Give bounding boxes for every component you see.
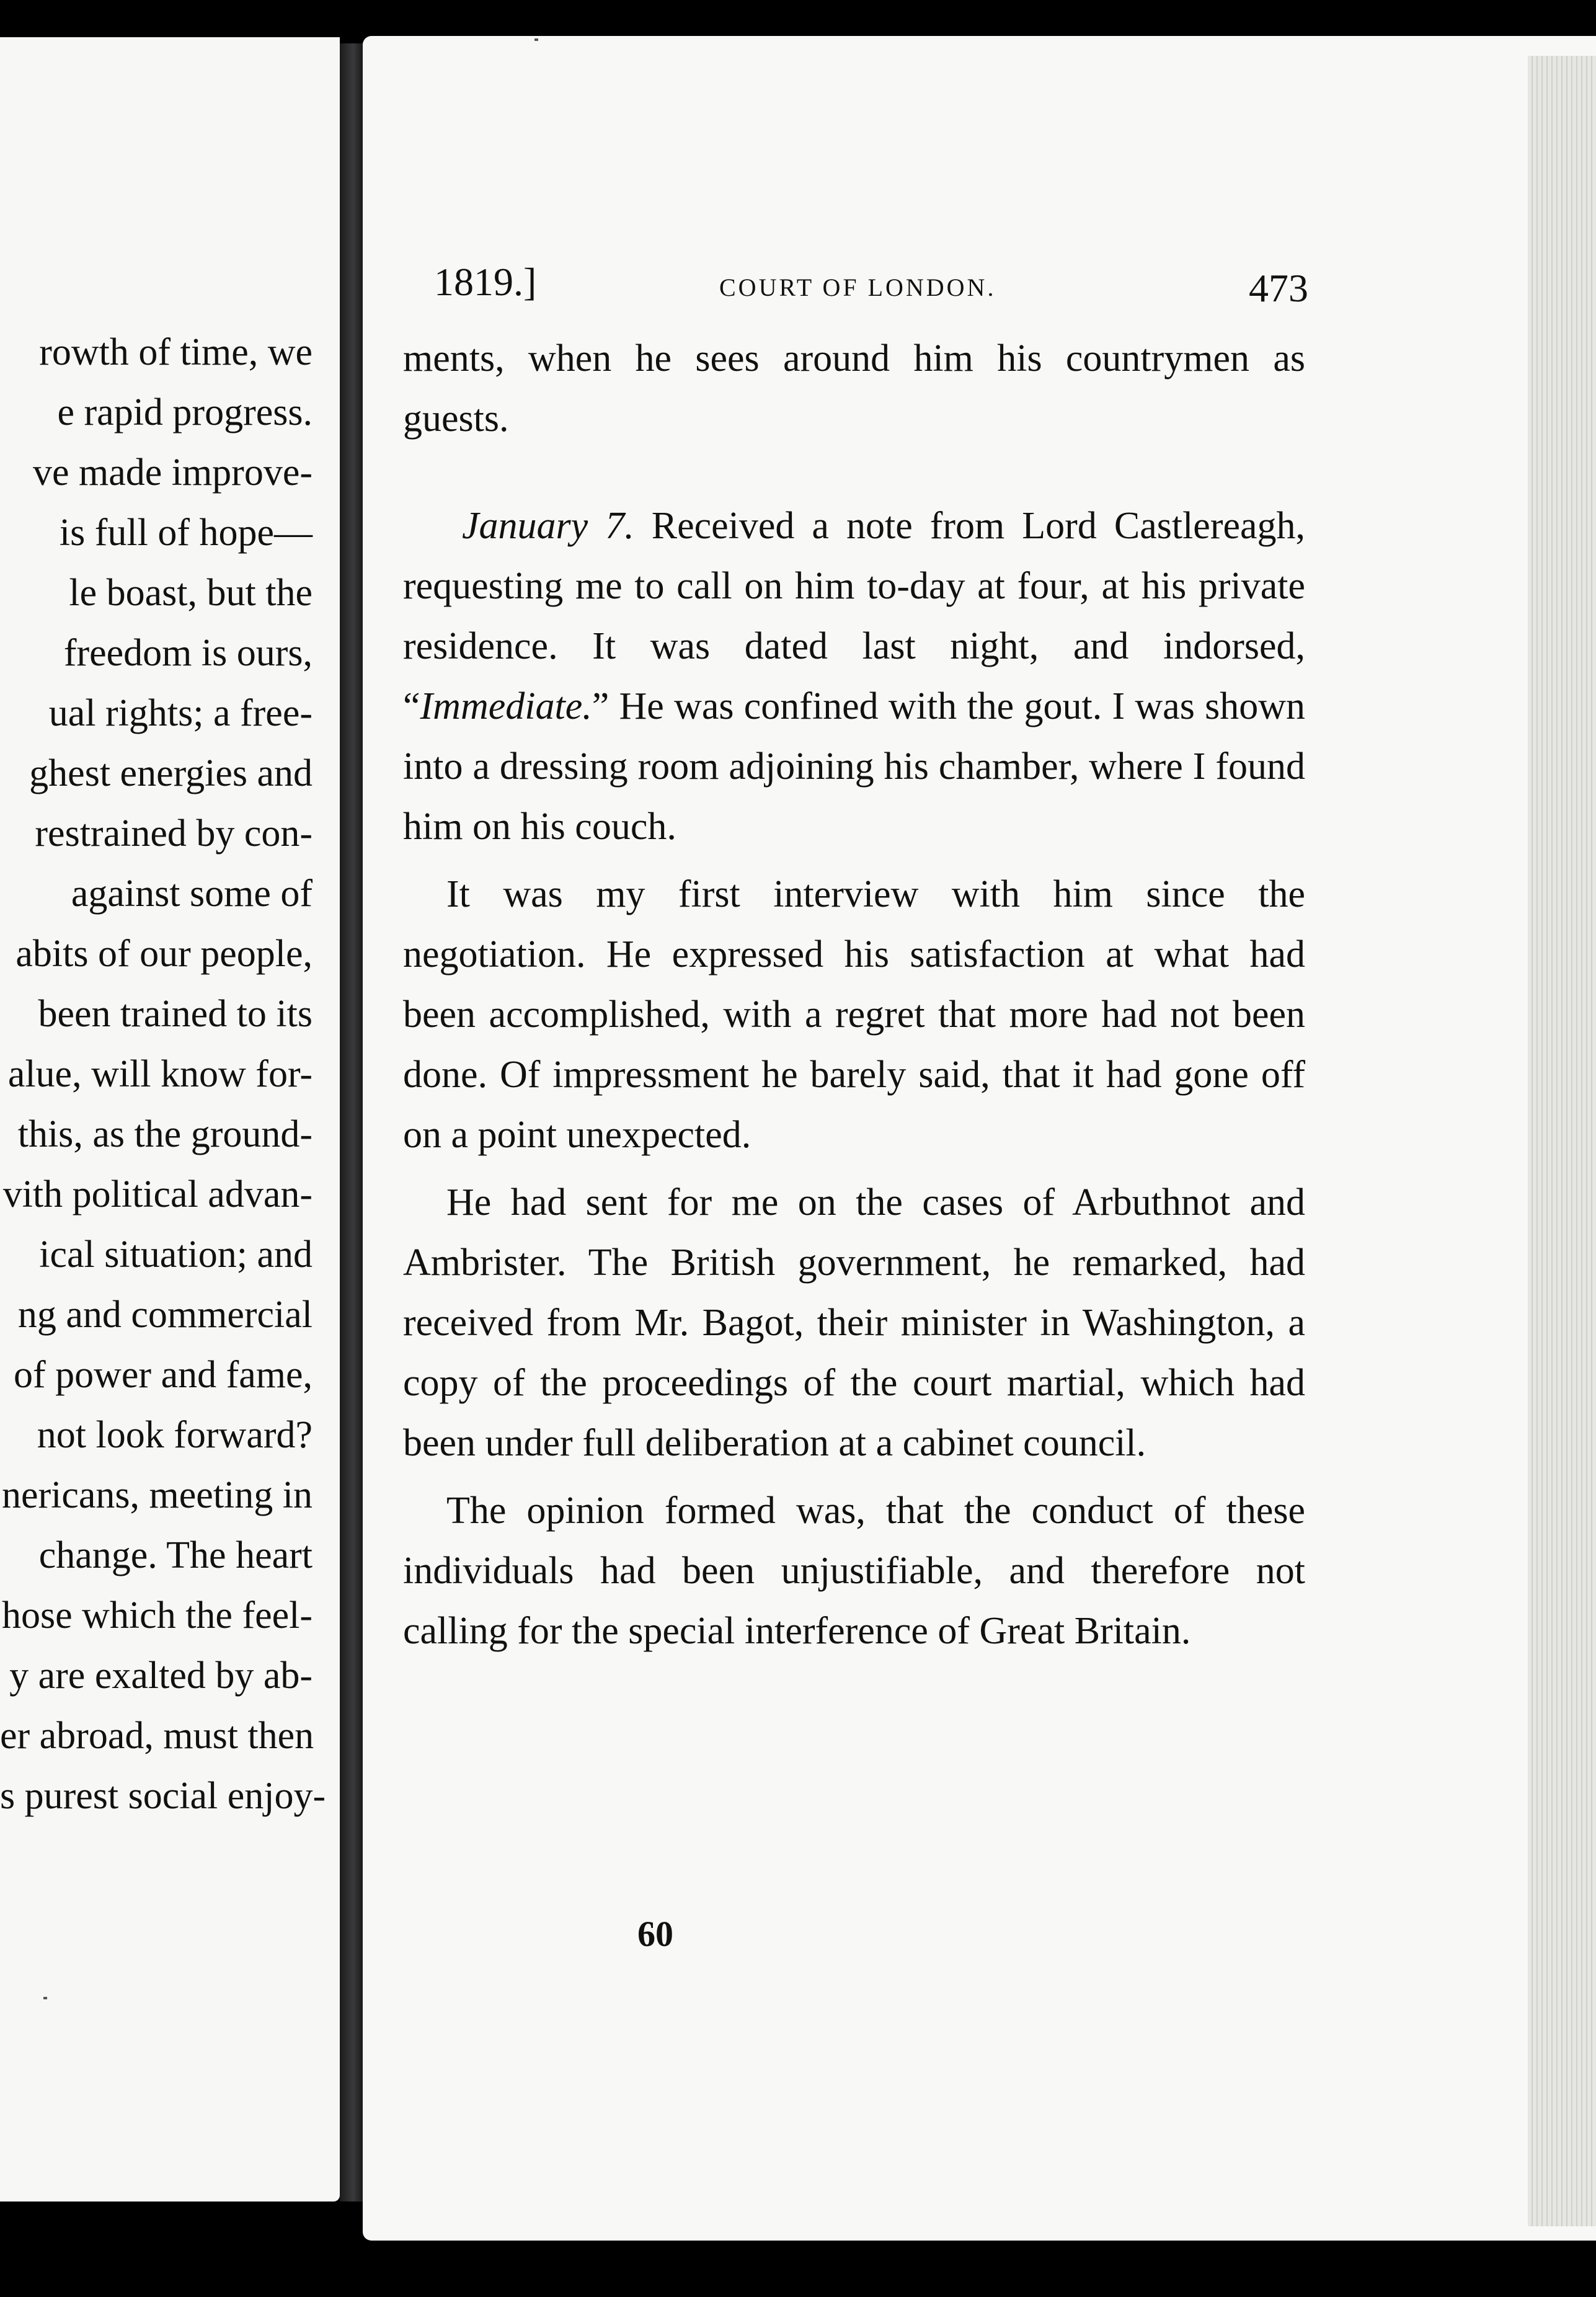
left-page-line: rowth of time, we: [39, 331, 313, 373]
left-page-line: of power and fame,: [13, 1354, 313, 1396]
left-page-line: hose which the feel-: [2, 1594, 313, 1637]
left-page-line: this, as the ground-: [17, 1113, 313, 1155]
left-page-line: ual rights; a free-: [48, 692, 313, 734]
diary-entry-paragraph: [403, 496, 1305, 857]
running-header: [422, 259, 1308, 327]
left-page-line: e rapid progress.: [57, 391, 313, 433]
left-page-line: been trained to its: [38, 993, 313, 1035]
left-page-line: change. The heart: [38, 1534, 313, 1576]
left-page-line: restrained by con-: [35, 812, 313, 855]
running-year: 1819.]: [434, 260, 537, 304]
left-page-line: le boast, but the: [69, 572, 313, 614]
left-page-text: [0, 322, 340, 1826]
running-title: COURT OF LONDON.: [719, 273, 996, 301]
page-body: [403, 329, 1305, 1661]
left-page-line: vith political advan-: [2, 1173, 313, 1215]
paragraph-1-a: Received a note from Lord Castlereagh, requesting me to call on him to-day at four, at his private residence. It was dated last night, and indorsed, “: [403, 505, 1305, 727]
paragraph-3: He had sent for me on the cases of Arbuthnot and Ambrister. The British government, he remarked, had received from Mr. Bagot, their minister in Washington, a copy of the proceedings of the court martial, which had been under full deliberation at a cabinet council.: [403, 1181, 1305, 1464]
left-page-line: alue, will know for-: [7, 1053, 313, 1095]
scan-speck: [43, 1997, 47, 1999]
paragraph-1-b: ” He was confined with the gout. I was shown into a dressing room adjoining his chamber, where I found him on his couch.: [403, 685, 1305, 848]
left-page-line: against some of: [71, 873, 313, 915]
left-page-line: nericans, meeting in: [2, 1474, 313, 1516]
signature-mark: 60: [637, 1914, 673, 1954]
left-page-line: y are exalted by ab-: [9, 1655, 313, 1697]
left-page-line: freedom is ours,: [63, 632, 313, 674]
paragraph-1-italic: Immediate.: [420, 685, 592, 727]
page-edges: [1528, 56, 1596, 2226]
left-page-line: ve made improve-: [32, 451, 313, 494]
continuation-paragraph: ments, when he sees around him his countrymen as guests.: [403, 337, 1305, 440]
left-page-line: er abroad, must then: [0, 1715, 314, 1757]
left-page-line: ghest energies and: [29, 752, 313, 794]
entry-date: January 7.: [462, 505, 634, 547]
left-page-line: ical situation; and: [39, 1233, 313, 1276]
scan-speck: [534, 38, 538, 41]
page-number: 473: [1249, 266, 1308, 310]
left-page-line: abits of our people,: [16, 933, 313, 975]
left-page-line: not look forward?: [37, 1414, 313, 1456]
left-page-line: is full of hope—: [59, 512, 313, 554]
left-page-line: ng and commercial: [17, 1294, 313, 1336]
paragraph-4: The opinion formed was, that the conduct of these individuals had been unjustifiable, and therefore not calling for the special interference of Great Britain.: [403, 1490, 1305, 1652]
left-page-line: s purest social enjoy-: [0, 1775, 326, 1817]
paragraph-2: It was my first interview with him since the negotiation. He expressed his satisfaction at what had been accomplished, with a regret that more had not been done. Of impressment he barely said, that it had gone off on a point unexpected.: [403, 873, 1305, 1156]
